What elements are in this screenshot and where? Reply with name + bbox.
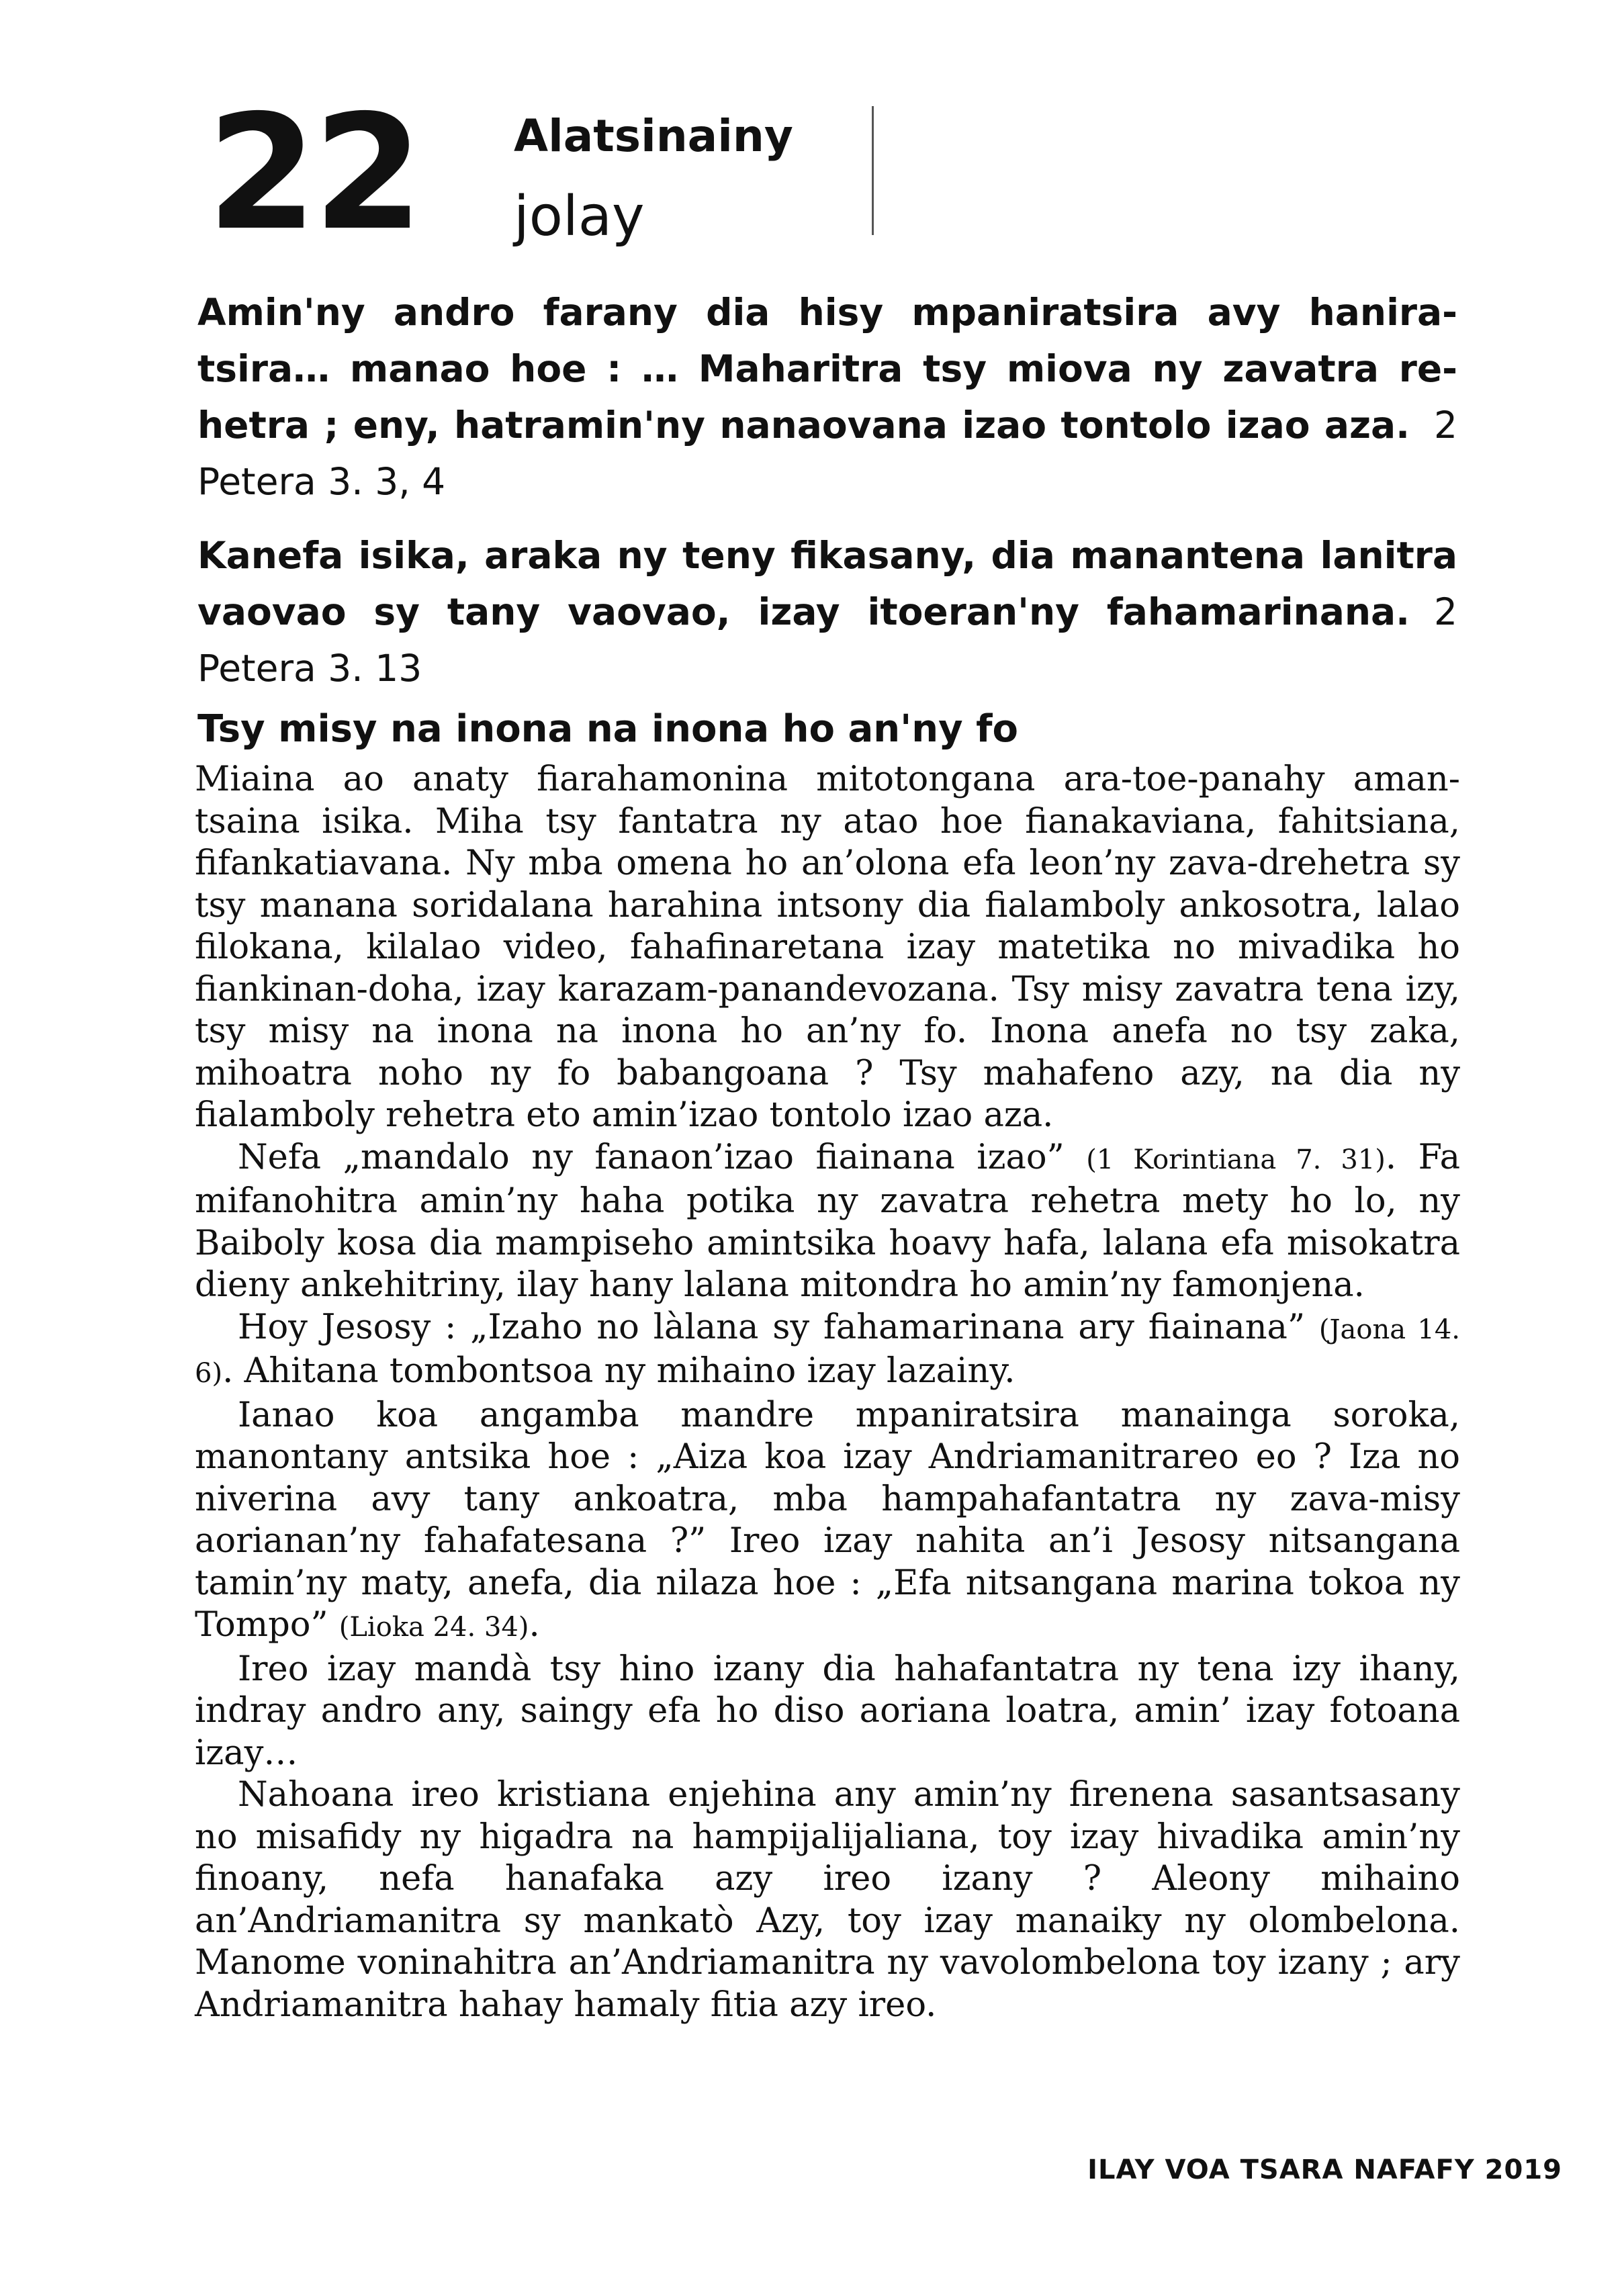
verse-1 — [197, 284, 1457, 510]
verse-2-text: Kanefa isika, araka ny teny fikasany, dia manantena lanitra vaovao sy tany vaovao, izay itoeran'ny fahamarinana. — [197, 534, 1457, 633]
paragraph-2 — [195, 1137, 1460, 1307]
verse-2 — [197, 527, 1457, 696]
paragraph-4-rest: . — [529, 1605, 540, 1645]
paragraph-2-ref: (1 Korintiana 7. 31) — [1086, 1144, 1386, 1175]
paragraph-3-text: Hoy Jesosy : „Izaho no làlana sy fahamarinana ary fiainana” — [238, 1307, 1306, 1347]
month: jolay — [514, 185, 645, 248]
day-number: 22 — [207, 81, 420, 265]
header-divider — [872, 106, 874, 235]
paragraph-3 — [195, 1307, 1460, 1395]
weekday: Alatsinainy — [514, 110, 793, 162]
body-text — [195, 759, 1460, 2026]
paragraph-4-text: Ianao koa angamba mandre mpaniratsira manainga soroka, manontany antsika hoe : „Aiza koa izay Andriamanitrareo eo ? Iza no niverina avy tany ankoatra, mba hampahafantatra ny zava-misy aorianan’ny fahafatesana ?” Ireo izay nahita an’i Jesosy nitsangana tamin’ny maty, anefa, dia nilaza hoe : „Efa nitsangana marina tokoa ny Tompo” — [195, 1395, 1460, 1645]
paragraph-2-text: Nefa „mandalo ny fanaon’izao fiainana izao” — [238, 1137, 1065, 1177]
verse-2-ref: 2 Petera 3. 13 — [197, 590, 1457, 690]
paragraph-3-ref: (Jaona 14. 6) — [195, 1314, 1460, 1389]
paragraph-5: Ireo izay mandà tsy hino izany dia hahafantatra ny tena izy ihany, indray andro any, saingy efa ho diso aoriana loatra, amin’ izay fotoana izay… — [195, 1649, 1460, 1773]
paragraph-1: Miaina ao anaty fiarahamonina mitotongana ara-toe-panahy aman-tsaina isika. Miha tsy fantatra ny atao hoe fianakaviana, fahitsiana, fifankatiavana. Ny mba omena ho an’olona efa leon’ny zava-drehetra sy tsy manana soridalana harahina intsony dia fialamboly ankosotra, lalao filokana, kilalao video, fahafinaretana izay matetika no mivadika ho fiankinan-doha, izay karazam-panandevozana. Tsy misy zavatra tena izy, tsy misy na inona na inona ho an’ny fo. Inona anefa no tsy zaka, mihoatra noho ny fo babangoana ? Tsy mahafeno azy, na dia ny fialamboly rehetra eto amin’izao tontolo izao aza. — [195, 760, 1460, 1135]
paragraph-4-ref: (Lioka 24. 34) — [339, 1612, 529, 1643]
paragraph-6: Nahoana ireo kristiana enjehina any amin’ny firenena sasantsasany no misafidy ny higadra na hampijalijaliana, toy izay hivadika amin’ny finoany, nefa hanafaka azy ireo izany ? Aleony mihaino an’Andriamanitra sy mankatò Azy, toy izay manaiky ny olombelona. Manome voninahitra an’Andriamanitra ny vavolombelona toy izany ; ary Andriamanitra hahay hamaly fitia azy ireo. — [195, 1775, 1460, 2025]
section-title: Tsy misy na inona na inona ho an'ny fo — [197, 707, 1018, 751]
footer-publication-title: ILAY VOA TSARA NAFAFY 2019 — [1087, 2154, 1562, 2185]
paragraph-4 — [195, 1395, 1460, 1649]
verse-1-text: Amin'ny andro farany dia hisy mpaniratsira avy haniratsira… manao hoe : … Maharitra tsy miova ny zavatra rehetra ; eny, hatramin'ny nanaovana izao tontolo izao aza. — [197, 291, 1457, 447]
paragraph-2-rest: . Fa mifanohitra amin’ny haha potika ny zavatra rehetra mety ho lo, ny Baiboly kosa dia mampiseho amintsika hoavy hafa, lalana efa misokatra dieny ankehitriny, ilay hany lalana mitondra ho amin’ny famonjena. — [195, 1137, 1460, 1305]
verses-block — [197, 284, 1457, 696]
paragraph-3-rest: . Ahitana tombontsoa ny mihaino izay lazainy. — [222, 1351, 1016, 1391]
verse-1-ref: 2 Petera 3. 3, 4 — [197, 404, 1457, 503]
